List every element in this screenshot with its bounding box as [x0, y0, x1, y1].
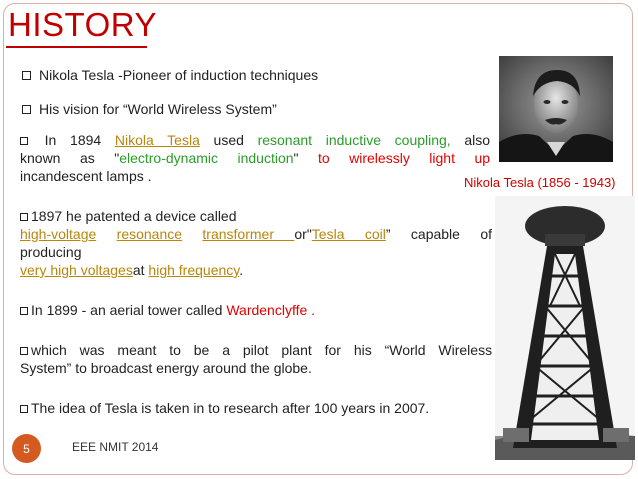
p1-word: In: [44, 132, 57, 148]
portrait-caption: Nikola Tesla (1856 - 1943): [464, 175, 616, 190]
bullet-square-icon: [22, 105, 31, 114]
p2-quote: or": [294, 226, 312, 242]
p1-word: as: [79, 150, 95, 166]
p4-word: “World: [384, 342, 426, 358]
p1-quote: ": [293, 150, 299, 166]
p2-word: .: [239, 262, 244, 278]
nikola-tesla-link[interactable]: Nikola Tesla: [114, 132, 200, 148]
p2-word: capable: [410, 226, 460, 242]
p2-line1: [20, 207, 492, 225]
transformer-link[interactable]: transformer: [202, 226, 295, 242]
p4-word: to: [169, 342, 181, 358]
bullet-pioneer: [22, 67, 318, 83]
p1-word-green: coupling,: [394, 132, 451, 148]
p1-word-red: wirelessly: [349, 150, 410, 166]
paragraph-1894: [20, 131, 490, 185]
paragraph-1899: [20, 301, 315, 319]
title-underline: [6, 46, 147, 48]
bullet-vision: [22, 101, 277, 117]
paragraph-pilot-plant: [20, 341, 492, 377]
p1-word: known: [20, 150, 61, 166]
p1-line1: [20, 131, 490, 149]
p2-word: of: [480, 226, 493, 242]
very-high-voltages-link[interactable]: very high voltages: [20, 262, 133, 278]
bullet-square-icon: [20, 307, 28, 315]
p5-text: The idea of Tesla is taken in to research after 100 years in 2007.: [31, 400, 430, 416]
p4-word: be: [193, 342, 210, 358]
footer-text: EEE NMIT 2014: [72, 440, 159, 454]
p1-line2: [20, 149, 490, 167]
paragraph-2007: [20, 399, 429, 417]
bullet-square-icon: [22, 71, 31, 80]
p2-line2: [20, 225, 492, 243]
p4-word: a: [222, 342, 230, 358]
bullet-square-icon: [20, 405, 28, 413]
p2-line4: [20, 261, 492, 279]
p4-word: plant: [281, 342, 312, 358]
p2-quote: ”: [385, 226, 391, 242]
tesla-portrait-image: [499, 56, 613, 162]
wardenclyffe-text: Wardenclyffe .: [226, 302, 316, 318]
bullet-square-icon: [20, 137, 28, 145]
p1-word-red: up: [474, 150, 491, 166]
p4-word: his: [353, 342, 372, 358]
p4-word: meant: [117, 342, 157, 358]
tesla-coil-link[interactable]: Tesla coil: [311, 226, 386, 242]
p4-line2: System” to broadcast energy around the globe.: [20, 360, 312, 376]
p1-word-green: inductive: [325, 132, 381, 148]
p4-line1: [20, 341, 492, 359]
p2-text: 1897 he patented a device called: [31, 208, 237, 224]
p1-word-green: electro-dynamic: [119, 150, 219, 166]
p3-text: In 1899 - an aerial tower called: [31, 302, 227, 318]
p4-word: was: [79, 342, 105, 358]
slide-title: HISTORY: [8, 6, 157, 43]
p1-word-red: to: [317, 150, 330, 166]
p1-word: used: [213, 132, 244, 148]
high-frequency-link[interactable]: high frequency: [148, 262, 240, 278]
p1-quote: ": [114, 150, 120, 166]
bullet-square-icon: [20, 213, 28, 221]
p4-word: pilot: [242, 342, 269, 358]
slide-number-badge: 5: [12, 434, 41, 463]
wardenclyffe-tower-image: [495, 196, 635, 460]
p1-word: 1894: [70, 132, 102, 148]
p4-word: for: [324, 342, 341, 358]
p4-word: which: [31, 342, 67, 358]
p4-word: Wireless: [438, 342, 493, 358]
p1-word-green: induction: [237, 150, 294, 166]
p1-word: also: [464, 132, 491, 148]
bullet-square-icon: [20, 347, 28, 355]
p1-line3: incandescent lamps .: [20, 168, 152, 184]
p1-word-red: light: [429, 150, 455, 166]
high-voltage-link[interactable]: high-voltage: [20, 226, 97, 242]
p2-line3: producing: [20, 244, 82, 260]
bullet-vision-text: His vision for “World Wireless System”: [39, 101, 277, 117]
bullet-pioneer-text: Nikola Tesla -Pioneer of induction techniques: [39, 67, 319, 83]
paragraph-1897: [20, 207, 492, 279]
p2-word: at: [132, 262, 149, 278]
p1-word-green: resonant: [257, 132, 313, 148]
resonance-link[interactable]: resonance: [116, 226, 183, 242]
